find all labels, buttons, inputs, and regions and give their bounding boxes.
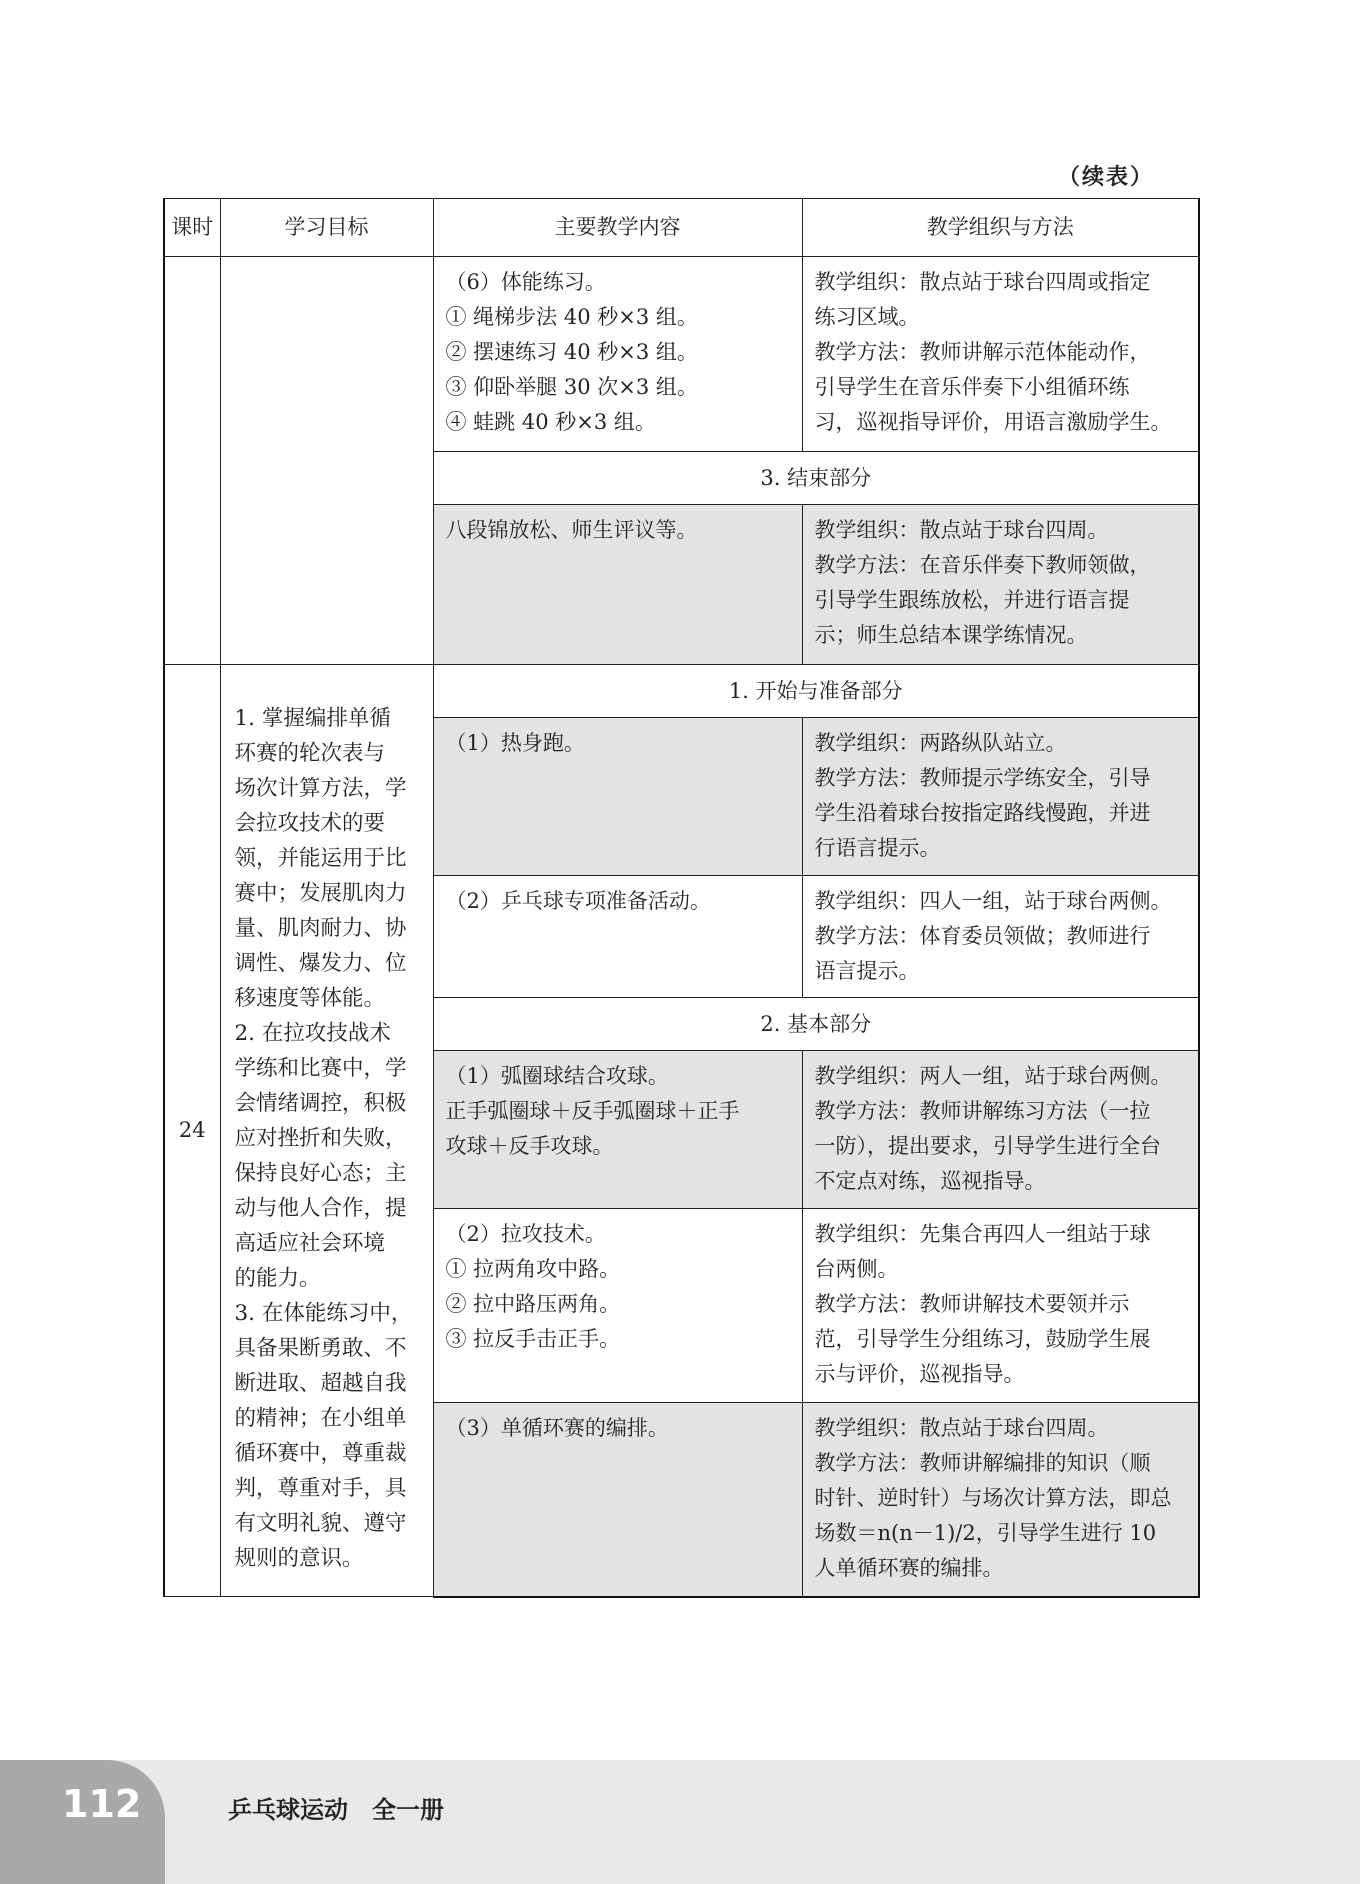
section-row (164, 665, 1199, 718)
learning-goals-cell: 1. 掌握编排单循 环赛的轮次表与 场次计算方法，学 会拉攻技术的要 领，并能运用于比 赛中；发展肌肉力 量、肌肉耐力、协 调性、爆发力、位 移速度等体能。 2. 在拉攻技战术 学练和比赛中，学 会情绪调控，积极 应对挫折和失败， 保持良好心态；主 动与他人合作，提 高适应社会环境 的能力。 3. 在体能练习中， 具备果断勇敢、不 断进取、超越自我 的精神；在小组单 循环赛中，尊重裁 判，尊重对手，具 有文明礼貌、遵守 规则的意识。 (220, 665, 433, 1597)
header-content: 主要教学内容 (433, 199, 802, 257)
header-goals: 学习目标 (220, 199, 433, 257)
header-lesson: 课时 (164, 199, 220, 257)
method-cell: 教学组织：散点站于球台四周。 教学方法：在音乐伴奏下教师领做， 引导学生跟练放松，并进行语言提 示；师生总结本课学练情况。 (802, 505, 1199, 665)
lesson-number-cell: 24 (164, 665, 220, 1597)
header-row (164, 199, 1199, 257)
content-cell: （2）拉攻技术。 ① 拉两角攻中路。 ② 拉中路压两角。 ③ 拉反手击正手。 (433, 1209, 802, 1403)
table-row (164, 257, 1199, 452)
lesson-cell-top (164, 257, 220, 665)
section-title-basic: 2. 基本部分 (433, 998, 1199, 1051)
section-title-ending: 3. 结束部分 (433, 452, 1199, 505)
method-cell: 教学组织：两人一组，站于球台两侧。 教学方法：教师讲解练习方法（一拉 一防），提出要求，引导学生进行全台 不定点对练，巡视指导。 (802, 1051, 1199, 1209)
book-title: 乒乓球运动 全一册 (228, 1796, 444, 1824)
page-number: 112 (62, 1782, 142, 1826)
section-title-warmup: 1. 开始与准备部分 (433, 665, 1199, 718)
method-cell: 教学组织：散点站于球台四周。 教学方法：教师讲解编排的知识（顺 时针、逆时针）与场次计算方法，即总 场数＝n(n－1)/2，引导学生进行 10 人单循环赛的编排。 (802, 1403, 1199, 1597)
method-cell: 教学组织：四人一组，站于球台两侧。 教学方法：体育委员领做；教师进行 语言提示。 (802, 876, 1199, 998)
goals-cell-top (220, 257, 433, 665)
footer-bar (0, 1760, 1360, 1884)
content-cell: （6）体能练习。 ① 绳梯步法 40 秒×3 组。 ② 摆速练习 40 秒×3 组。 ③ 仰卧举腿 30 次×3 组。 ④ 蛙跳 40 秒×3 组。 (433, 257, 802, 452)
content-cell: （1）热身跑。 (433, 718, 802, 876)
method-cell: 教学组织：先集合再四人一组站于球 台两侧。 教学方法：教师讲解技术要领并示 范，引导学生分组练习，鼓励学生展 示与评价，巡视指导。 (802, 1209, 1199, 1403)
method-cell: 教学组织：两路纵队站立。 教学方法：教师提示学练安全，引导 学生沿着球台按指定路线慢跑，并进 行语言提示。 (802, 718, 1199, 876)
lesson-plan-table (163, 198, 1200, 1598)
continued-label: （续表） (1057, 165, 1154, 190)
method-cell: 教学组织：散点站于球台四周或指定 练习区域。 教学方法：教师讲解示范体能动作， 引导学生在音乐伴奏下小组循环练 习，巡视指导评价，用语言激励学生。 (802, 257, 1199, 452)
content-cell: 八段锦放松、师生评议等。 (433, 505, 802, 665)
content-cell: （1）弧圈球结合攻球。 正手弧圈球＋反手弧圈球＋正手 攻球＋反手攻球。 (433, 1051, 802, 1209)
content-cell: （3）单循环赛的编排。 (433, 1403, 802, 1597)
header-method: 教学组织与方法 (802, 199, 1199, 257)
content-cell: （2）乒乓球专项准备活动。 (433, 876, 802, 998)
